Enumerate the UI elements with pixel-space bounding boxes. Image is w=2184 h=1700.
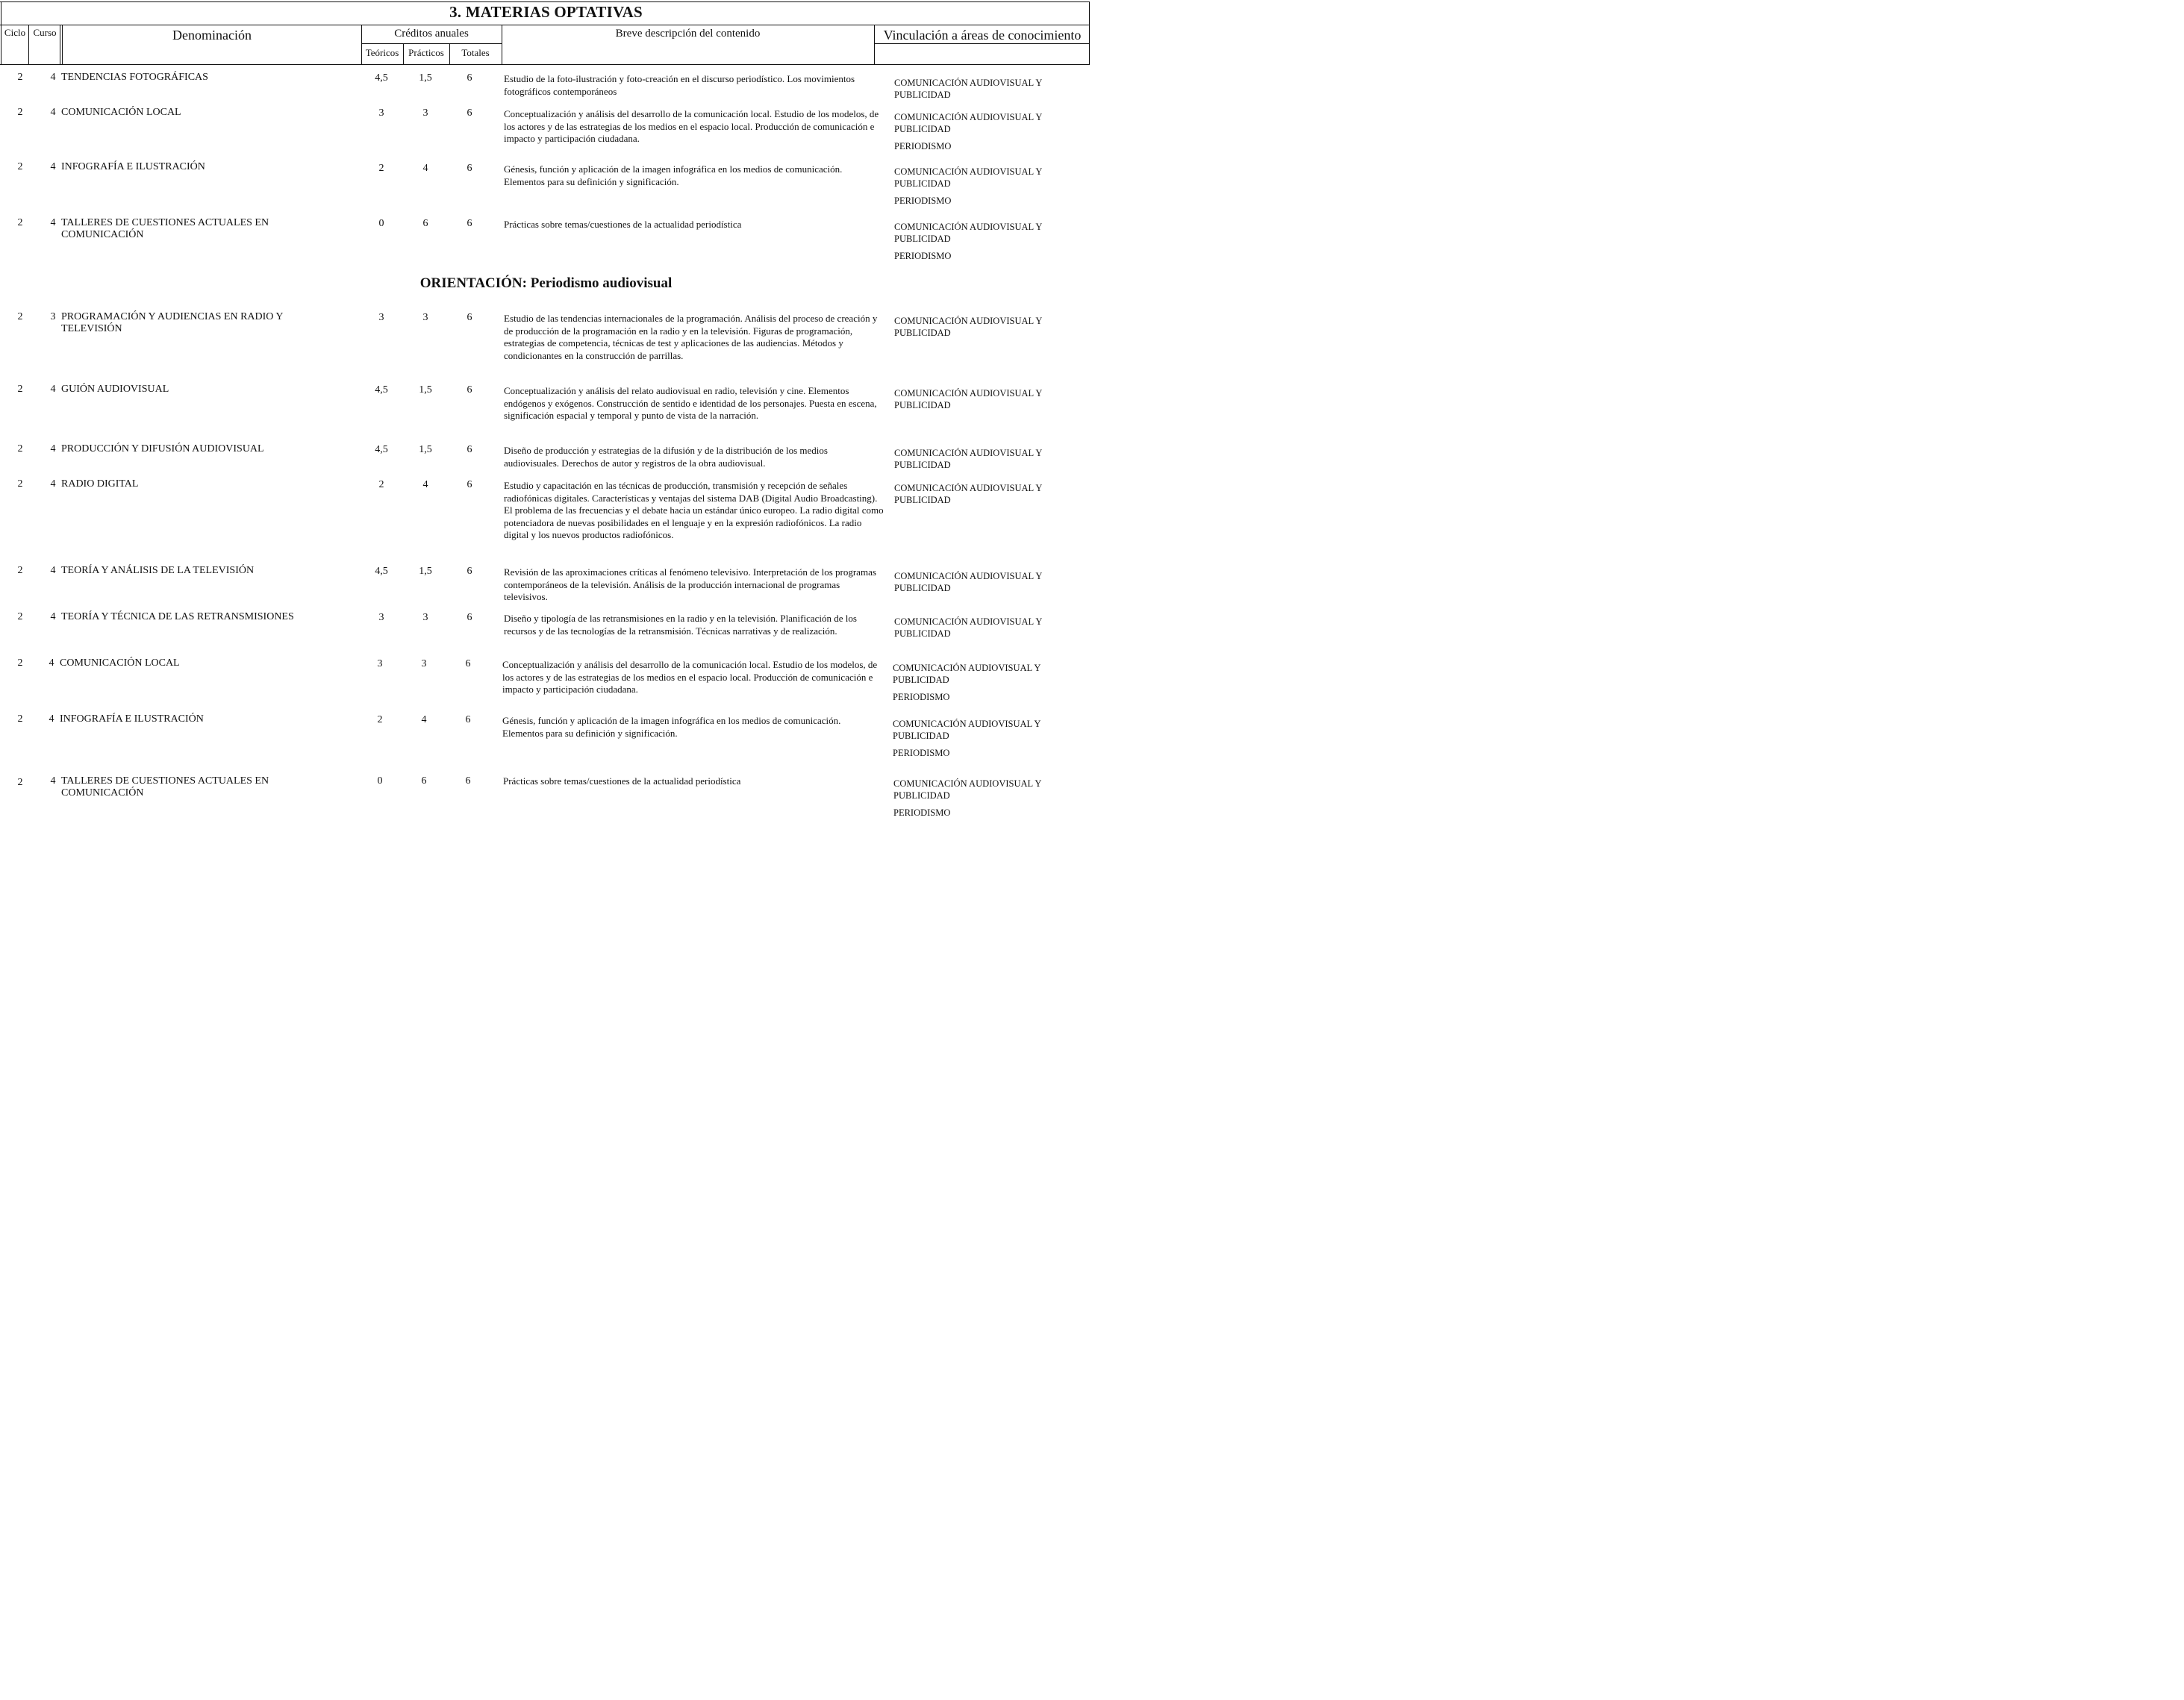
area-secondary: PERIODISMO xyxy=(894,251,952,261)
row-name: TENDENCIAS FOTOGRÁFICAS xyxy=(61,72,208,83)
top-border xyxy=(0,1,1090,2)
col-vinculacion: Vinculación a áreas de conocimiento xyxy=(883,28,1082,43)
row-area xyxy=(894,448,1073,471)
row-ciclo: 2 xyxy=(17,217,23,228)
row-practicos: 1,5 xyxy=(419,444,432,455)
col-curso: Curso xyxy=(33,27,57,38)
area-primary: COMUNICACIÓN AUDIOVISUAL Y PUBLICIDAD xyxy=(893,719,1040,741)
row-area xyxy=(894,571,1073,594)
row-ciclo: 2 xyxy=(17,443,23,454)
page-title: 3. MATERIAS OPTATIVAS xyxy=(449,3,643,21)
area-primary: COMUNICACIÓN AUDIOVISUAL Y PUBLICIDAD xyxy=(894,571,1042,593)
row-area xyxy=(894,112,1073,153)
row-practicos: 6 xyxy=(421,775,427,787)
row-totales: 6 xyxy=(467,566,472,577)
col-descripcion: Breve descripción del contenido xyxy=(615,28,761,40)
row-name: COMUNICACIÓN LOCAL xyxy=(60,657,180,669)
col-teoricos: Teóricos xyxy=(365,47,399,58)
row-name: INFOGRAFÍA E ILUSTRACIÓN xyxy=(60,713,204,725)
row-totales: 6 xyxy=(465,658,471,669)
row-curso: 4 xyxy=(50,72,56,83)
area-primary: COMUNICACIÓN AUDIOVISUAL Y PUBLICIDAD xyxy=(893,778,1041,801)
orientation-heading: ORIENTACIÓN: Periodismo audiovisual xyxy=(419,275,673,291)
row-totales: 6 xyxy=(467,479,472,490)
area-secondary: PERIODISMO xyxy=(893,748,950,758)
row-description: Conceptualización y análisis del desarrollo de la comunicación local. Estudio de los modelos, de los actores y de las estrategias de los medios en el espacio local. Producción de comunicación e impacto y participación ciudadana. xyxy=(504,108,879,144)
area-secondary: PERIODISMO xyxy=(893,807,951,818)
row-practicos: 4 xyxy=(422,479,428,490)
row-practicos: 4 xyxy=(421,714,427,725)
col-totales: Totales xyxy=(461,47,490,58)
row-name: RADIO DIGITAL xyxy=(61,478,139,490)
row-ciclo: 2 xyxy=(17,777,23,788)
row-totales: 6 xyxy=(467,444,472,455)
row-description: Génesis, función y aplicación de la imagen infográfica en los medios de comunicación. Elementos para su definición y significación. xyxy=(504,163,843,187)
row-ciclo: 2 xyxy=(17,72,23,83)
row-ciclo: 2 xyxy=(17,161,23,172)
row-teoricos: 3 xyxy=(377,658,383,669)
row-curso: 4 xyxy=(50,775,56,787)
row-name: PRODUCCIÓN Y DIFUSIÓN AUDIOVISUAL xyxy=(61,443,264,454)
area-primary: COMUNICACIÓN AUDIOVISUAL Y PUBLICIDAD xyxy=(894,112,1042,134)
row-description: Conceptualización y análisis del relato audiovisual en radio, televisión y cine. Elementos endógenos y exógenos. Construcción de sentido e identidad de los personajes. Puesta en escena, significación espacial y temporal y punto de vista de la narración. xyxy=(504,385,877,421)
row-practicos: 3 xyxy=(421,658,427,669)
row-area xyxy=(894,616,1073,640)
row-name: TEORÍA Y TÉCNICA DE LAS RETRANSMISIONES xyxy=(61,611,294,622)
row-ciclo: 2 xyxy=(17,611,23,622)
row-teoricos: 3 xyxy=(378,107,384,119)
row-totales: 6 xyxy=(467,163,472,174)
row-area xyxy=(894,483,1073,506)
area-secondary: PERIODISMO xyxy=(894,196,952,206)
row-ciclo: 2 xyxy=(17,657,23,669)
row-practicos: 1,5 xyxy=(419,72,432,84)
row-totales: 6 xyxy=(467,384,472,396)
row-area xyxy=(894,388,1073,411)
row-teoricos: 0 xyxy=(377,775,383,787)
row-practicos: 3 xyxy=(422,312,428,323)
creditos-sub-divider xyxy=(361,43,502,44)
row-ciclo: 2 xyxy=(17,107,23,118)
col-practicos: Prácticos xyxy=(408,47,444,58)
row-practicos: 1,5 xyxy=(419,384,432,396)
row-practicos: 4 xyxy=(422,163,428,174)
row-teoricos: 3 xyxy=(378,612,384,623)
row-area xyxy=(893,719,1072,760)
area-secondary: PERIODISMO xyxy=(893,692,950,702)
row-description: Estudio de las tendencias internacionales de la programación. Análisis del proceso de creación y de producción de la programación en la radio y en la televisión. Figuras de programación, estrategias de competencia, técnicas de test y aplicaciones de las audiencias. Métodos y condicionantes en la construcción de parrillas. xyxy=(504,313,878,361)
row-ciclo: 2 xyxy=(17,713,23,725)
row-totales: 6 xyxy=(467,218,472,229)
area-primary: COMUNICACIÓN AUDIOVISUAL Y PUBLICIDAD xyxy=(893,663,1040,685)
row-ciclo: 2 xyxy=(17,478,23,490)
row-practicos: 1,5 xyxy=(419,566,432,577)
row-name: TALLERES DE CUESTIONES ACTUALES EN COMUNICACIÓN xyxy=(61,217,269,240)
row-curso: 4 xyxy=(49,657,54,669)
area-secondary: PERIODISMO xyxy=(894,141,952,151)
row-teoricos: 2 xyxy=(377,714,383,725)
row-totales: 6 xyxy=(467,72,472,84)
row-description: Revisión de las aproximaciones críticas al fenómeno televisivo. Interpretación de los programas contemporáneos de la televisión. Análisis de la producción internacional de programas televisivos. xyxy=(504,566,876,602)
area-primary: COMUNICACIÓN AUDIOVISUAL Y PUBLICIDAD xyxy=(894,483,1042,505)
row-curso: 4 xyxy=(50,161,56,172)
row-curso: 4 xyxy=(50,565,56,576)
row-totales: 6 xyxy=(465,714,471,725)
row-name: GUIÓN AUDIOVISUAL xyxy=(61,384,169,395)
row-practicos: 6 xyxy=(422,218,428,229)
col-creditos: Créditos anuales xyxy=(394,28,469,40)
row-area xyxy=(893,778,1073,819)
area-primary: COMUNICACIÓN AUDIOVISUAL Y PUBLICIDAD xyxy=(894,222,1042,244)
area-primary: COMUNICACIÓN AUDIOVISUAL Y PUBLICIDAD xyxy=(894,316,1042,338)
row-description: Prácticas sobre temas/cuestiones de la actualidad periodística xyxy=(503,775,741,787)
row-curso: 4 xyxy=(50,384,56,395)
row-curso: 4 xyxy=(50,611,56,622)
row-totales: 6 xyxy=(467,612,472,623)
col-denominacion: Denominación xyxy=(172,28,252,43)
row-teoricos: 4,5 xyxy=(375,72,388,84)
row-description: Estudio y capacitación en las técnicas de producción, transmisión y recepción de señales radiofónicas digitales. Características y ventajas del sistema DAB (Digital Audio Broadcasting). El problema de las frecuencias y el debate hacia un estándar único europeo. La radio digital como potenciadora de nuevas posibilidades en el lenguaje y en la expresión radiofónicos. La radio digital y los nuevos productos radiofónicos. xyxy=(504,480,884,540)
area-primary: COMUNICACIÓN AUDIOVISUAL Y PUBLICIDAD xyxy=(894,166,1042,189)
row-curso: 4 xyxy=(50,217,56,228)
vinculacion-divider xyxy=(874,43,1089,44)
row-name: COMUNICACIÓN LOCAL xyxy=(61,107,181,118)
row-curso: 3 xyxy=(50,311,56,322)
col-ciclo: Ciclo xyxy=(4,27,26,38)
row-area xyxy=(894,316,1073,339)
row-description: Diseño de producción y estrategias de la difusión y de la distribución de los medios audiovisuales. Derechos de autor y registros de la obra audiovisual. xyxy=(504,445,828,469)
row-description: Conceptualización y análisis del desarrollo de la comunicación local. Estudio de los modelos, de los actores y de las estrategias de los medios en el espacio local. Producción de comunicación e impacto y participación ciudadana. xyxy=(502,659,878,695)
header-sep-ciclo xyxy=(28,25,29,64)
row-description: Prácticas sobre temas/cuestiones de la actualidad periodística xyxy=(504,219,742,230)
row-curso: 4 xyxy=(50,107,56,118)
row-description: Génesis, función y aplicación de la imagen infográfica en los medios de comunicación. Elementos para su definición y significación. xyxy=(502,715,841,739)
row-curso: 4 xyxy=(50,478,56,490)
row-ciclo: 2 xyxy=(17,311,23,322)
row-teoricos: 4,5 xyxy=(375,384,388,396)
area-primary: COMUNICACIÓN AUDIOVISUAL Y PUBLICIDAD xyxy=(894,616,1042,639)
row-area xyxy=(894,78,1073,101)
row-practicos: 3 xyxy=(422,612,428,623)
row-name: PROGRAMACIÓN Y AUDIENCIAS EN RADIO Y TELEVISIÓN xyxy=(61,311,283,334)
row-teoricos: 2 xyxy=(378,479,384,490)
row-ciclo: 2 xyxy=(17,565,23,576)
row-totales: 6 xyxy=(467,312,472,323)
row-ciclo: 2 xyxy=(17,384,23,395)
row-teoricos: 3 xyxy=(378,312,384,323)
row-teoricos: 0 xyxy=(378,218,384,229)
row-name: TALLERES DE CUESTIONES ACTUALES EN COMUNICACIÓN xyxy=(61,775,269,799)
row-practicos: 3 xyxy=(422,107,428,119)
row-description: Estudio de la foto-ilustración y foto-creación en el discurso periodístico. Los movimientos fotográficos contemporáneos xyxy=(504,73,855,97)
row-teoricos: 2 xyxy=(378,163,384,174)
row-description: Diseño y tipología de las retransmisiones en la radio y en la televisión. Planificación de los recursos y de las tecnologías de la retransmisión. Técnicas narrativas y de realización. xyxy=(504,613,857,637)
row-teoricos: 4,5 xyxy=(375,566,388,577)
row-name: TEORÍA Y ANÁLISIS DE LA TELEVISIÓN xyxy=(61,565,255,576)
row-totales: 6 xyxy=(465,775,471,787)
area-primary: COMUNICACIÓN AUDIOVISUAL Y PUBLICIDAD xyxy=(894,448,1042,470)
row-area xyxy=(893,663,1072,704)
row-curso: 4 xyxy=(49,713,54,725)
row-teoricos: 4,5 xyxy=(375,444,388,455)
header-bottom-border xyxy=(0,64,1090,65)
area-primary: COMUNICACIÓN AUDIOVISUAL Y PUBLICIDAD xyxy=(894,78,1042,100)
row-totales: 6 xyxy=(467,107,472,119)
row-name: INFOGRAFÍA E ILUSTRACIÓN xyxy=(61,161,205,172)
row-area xyxy=(894,166,1073,207)
row-area xyxy=(894,222,1073,263)
row-curso: 4 xyxy=(50,443,56,454)
area-primary: COMUNICACIÓN AUDIOVISUAL Y PUBLICIDAD xyxy=(894,388,1042,410)
